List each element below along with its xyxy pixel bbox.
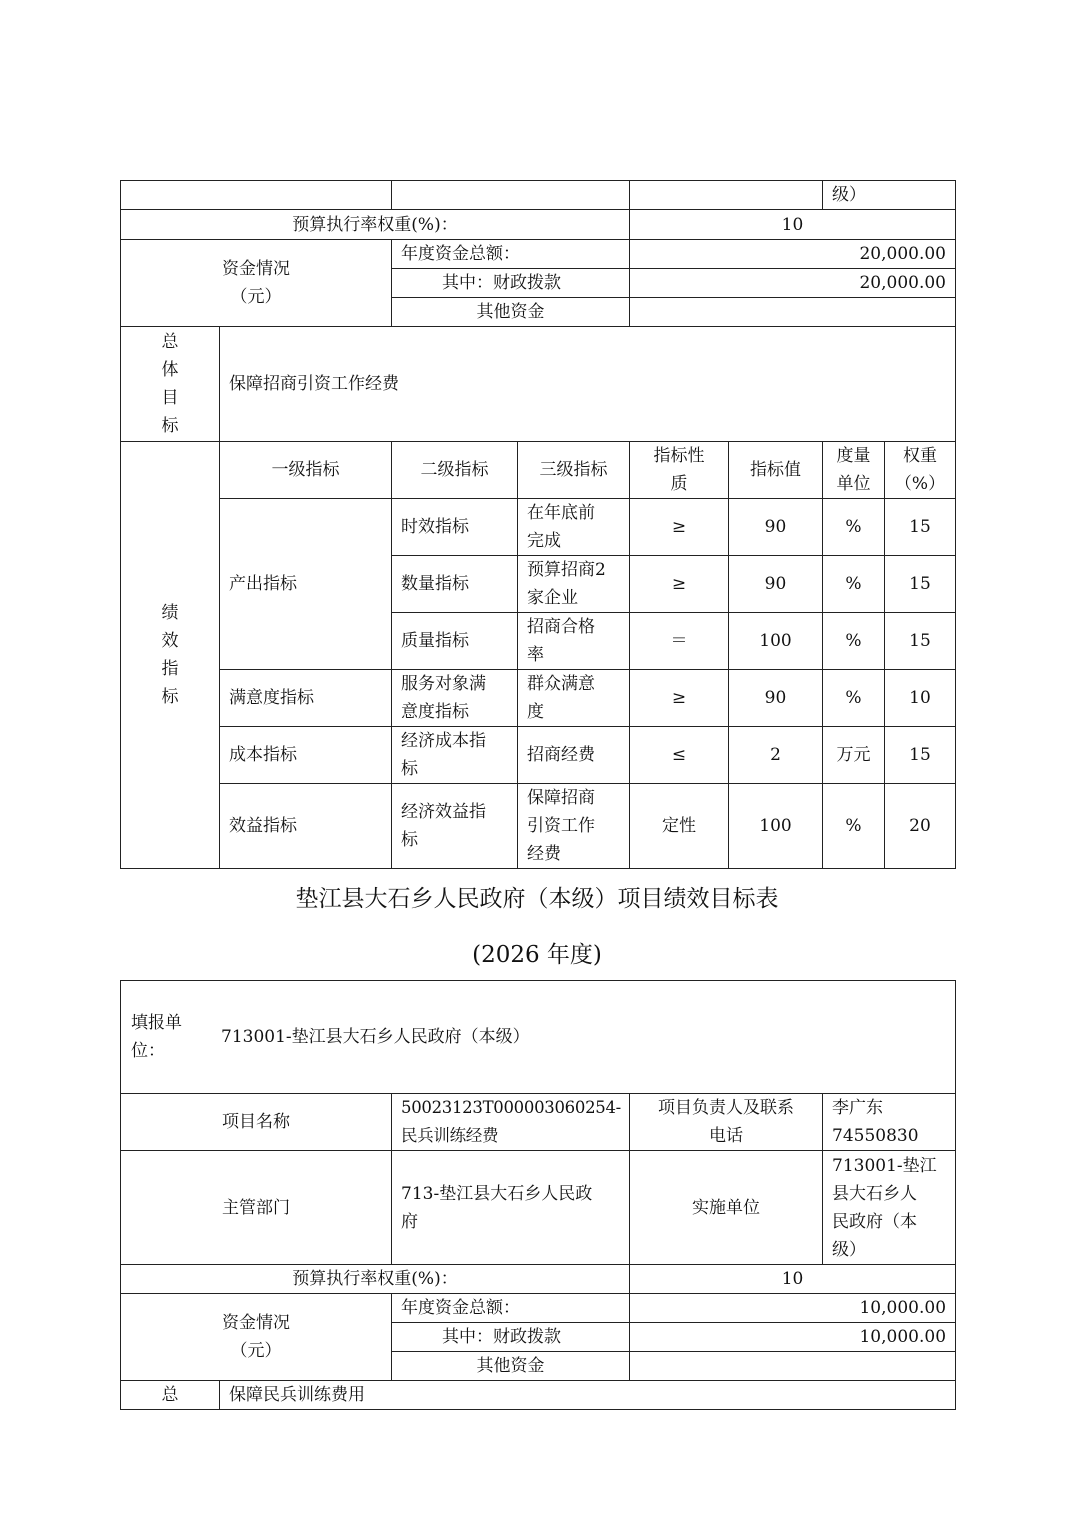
header-level1: 一级指标 xyxy=(220,442,392,499)
project-name-label: 项目名称 xyxy=(121,1094,392,1151)
goal-text: 保障民兵训练费用 xyxy=(220,1381,956,1410)
goal-label: 总 体 目 标 xyxy=(121,327,220,442)
level2-cell: 经济效益指 标 xyxy=(392,784,518,869)
level3-cell: 预算招商2 家企业 xyxy=(518,556,630,613)
implementing-unit-tail: 级） xyxy=(823,181,956,210)
funds-label: 资金情况 （元） xyxy=(121,240,392,327)
weight-cell: 15 xyxy=(885,556,956,613)
annual-total-value: 20,000.00 xyxy=(630,240,956,269)
header-level3: 三级指标 xyxy=(518,442,630,499)
nature-cell: ≥ xyxy=(630,670,729,727)
dept-value: 713-垫江县大石乡人民政 府 xyxy=(392,1151,630,1265)
goal-text: 保障招商引资工作经费 xyxy=(220,327,956,442)
funds-label: 资金情况 （元） xyxy=(121,1294,392,1381)
table-row xyxy=(121,784,956,869)
weight-cell: 15 xyxy=(885,727,956,784)
other-funds-value xyxy=(630,298,956,327)
nature-cell: 定性 xyxy=(630,784,729,869)
other-funds-label: 其他资金 xyxy=(392,298,630,327)
level1-cell: 成本指标 xyxy=(220,727,392,784)
table-row xyxy=(121,727,956,784)
unit-cell: % xyxy=(823,499,885,556)
value-cell: 90 xyxy=(729,499,823,556)
performance-table-1 xyxy=(120,180,956,869)
level2-cell: 数量指标 xyxy=(392,556,518,613)
value-cell: 100 xyxy=(729,784,823,869)
value-cell: 2 xyxy=(729,727,823,784)
table-row xyxy=(121,499,956,556)
dept-label: 主管部门 xyxy=(121,1151,392,1265)
reporting-unit-value: 713001-垫江县大石乡人民政府（本级） xyxy=(221,1027,530,1047)
impl-unit-value: 713001-垫江 县大石乡人 民政府（本 级） xyxy=(823,1151,956,1265)
weight-cell: 10 xyxy=(885,670,956,727)
budget-weight-label: 预算执行率权重(%)： xyxy=(121,1265,630,1294)
fiscal-value: 20,000.00 xyxy=(630,269,956,298)
value-cell: 90 xyxy=(729,670,823,727)
unit-cell: 万元 xyxy=(823,727,885,784)
value-cell: 90 xyxy=(729,556,823,613)
level2-cell: 经济成本指 标 xyxy=(392,727,518,784)
annual-total-label: 年度资金总额： xyxy=(392,240,630,269)
performance-table-2 xyxy=(120,980,956,1410)
budget-weight-value: 10 xyxy=(630,210,956,240)
performance-label: 绩 效 指 标 xyxy=(121,442,220,869)
level2-cell: 服务对象满 意度指标 xyxy=(392,670,518,727)
other-funds-label: 其他资金 xyxy=(392,1352,630,1381)
weight-cell: 20 xyxy=(885,784,956,869)
impl-unit-label: 实施单位 xyxy=(630,1151,823,1265)
header-value: 指标值 xyxy=(729,442,823,499)
level3-cell: 保障招商 引资工作 经费 xyxy=(518,784,630,869)
nature-cell: ＝ xyxy=(630,613,729,670)
level2-cell: 时效指标 xyxy=(392,499,518,556)
level2-cell: 质量指标 xyxy=(392,613,518,670)
budget-weight-label: 预算执行率权重(%)： xyxy=(121,210,630,240)
other-funds-value xyxy=(630,1352,956,1381)
document-subtitle: (2026 年度) xyxy=(472,942,602,968)
header-level2: 二级指标 xyxy=(392,442,518,499)
unit-cell: % xyxy=(823,556,885,613)
contact-label: 项目负责人及联系 电话 xyxy=(630,1094,823,1151)
header-nature: 指标性 质 xyxy=(630,442,729,499)
budget-weight-value: 10 xyxy=(630,1265,956,1294)
reporting-unit-label: 填报单 位： xyxy=(131,1013,182,1061)
fiscal-label: 其中：财政拨款 xyxy=(392,269,630,298)
table-row xyxy=(121,670,956,727)
weight-cell: 15 xyxy=(885,613,956,670)
nature-cell: ≤ xyxy=(630,727,729,784)
unit-cell: % xyxy=(823,670,885,727)
document-title: 垫江县大石乡人民政府（本级）项目绩效目标表 xyxy=(295,886,779,912)
goal-label: 总 xyxy=(121,1381,220,1410)
nature-cell: ≥ xyxy=(630,499,729,556)
header-weight: 权重 （%） xyxy=(885,442,956,499)
annual-total-value: 10,000.00 xyxy=(630,1294,956,1323)
level3-cell: 在年底前 完成 xyxy=(518,499,630,556)
fiscal-label: 其中：财政拨款 xyxy=(392,1323,630,1352)
header-unit: 度量 单位 xyxy=(823,442,885,499)
unit-cell: % xyxy=(823,613,885,670)
level3-cell: 群众满意 度 xyxy=(518,670,630,727)
level1-cell: 满意度指标 xyxy=(220,670,392,727)
level1-cell: 产出指标 xyxy=(220,499,392,670)
fiscal-value: 10,000.00 xyxy=(630,1323,956,1352)
weight-cell: 15 xyxy=(885,499,956,556)
value-cell: 100 xyxy=(729,613,823,670)
level3-cell: 招商经费 xyxy=(518,727,630,784)
level3-cell: 招商合格 率 xyxy=(518,613,630,670)
unit-cell: % xyxy=(823,784,885,869)
level1-cell: 效益指标 xyxy=(220,784,392,869)
annual-total-label: 年度资金总额： xyxy=(392,1294,630,1323)
contact-value: 李广东 74550830 xyxy=(823,1094,956,1151)
nature-cell: ≥ xyxy=(630,556,729,613)
project-name-value: 50023123T000003060254- 民兵训练经费 xyxy=(392,1094,630,1151)
